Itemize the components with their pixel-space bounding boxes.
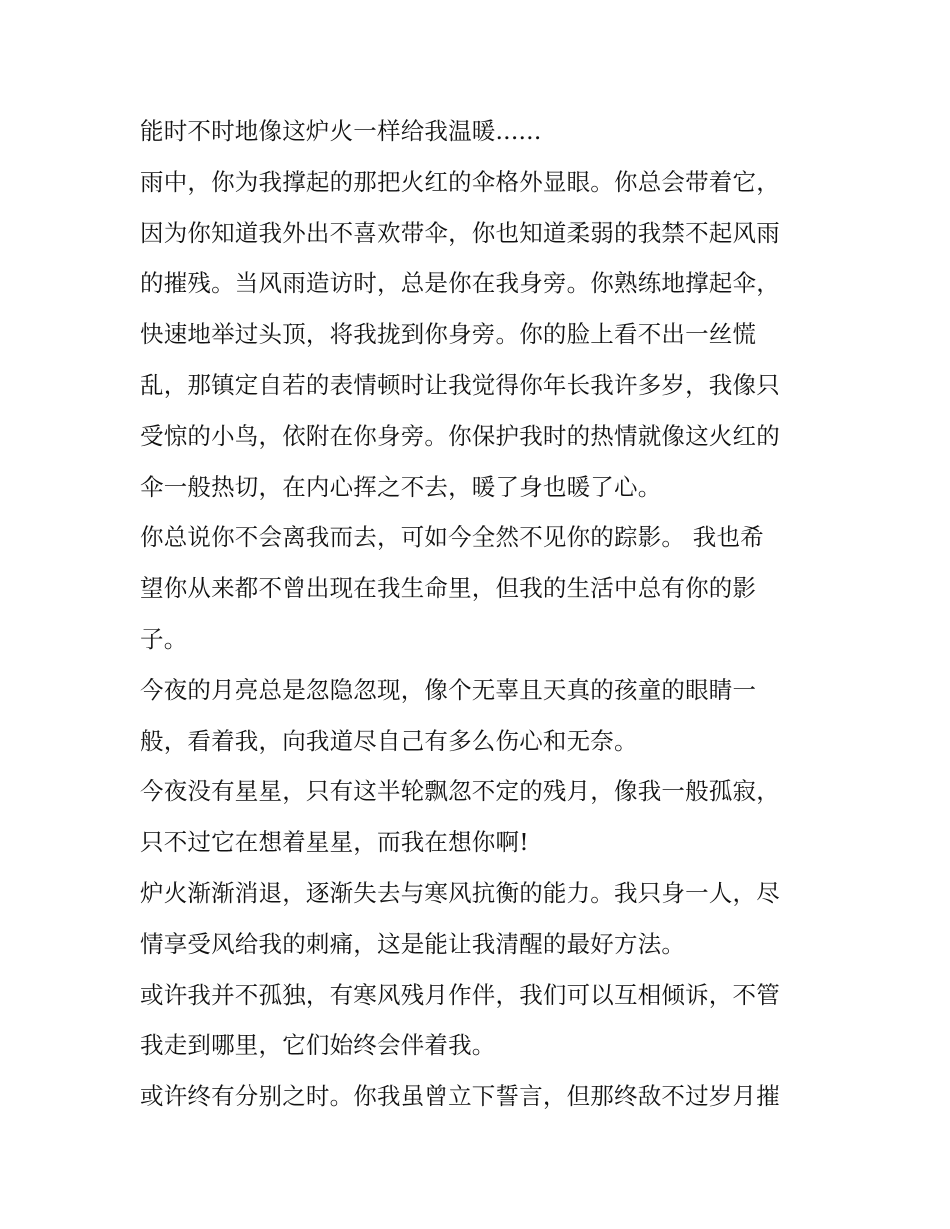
text-line: 子。 bbox=[140, 624, 188, 653]
text-line: 望你从来都不曾出现在我生命里，但我的生活中总有你的影 bbox=[140, 574, 757, 603]
text-line: 情享受风给我的刺痛，这是能让我清醒的最好方法。 bbox=[140, 929, 686, 958]
text-line: 我走到哪里，它们始终会伴着我。 bbox=[140, 1031, 496, 1060]
text-line: 或许我并不孤独，有寒风残月作伴，我们可以互相倾诉，不管 bbox=[140, 980, 780, 1009]
text-line: 雨中，你为我撑起的那把火红的伞格外显眼。你总会带着它， bbox=[140, 167, 780, 196]
text-line: 今夜没有星星，只有这半轮飘忽不定的残月，像我一般孤寂， bbox=[140, 777, 780, 806]
text-line: 能时不时地像这炉火一样给我温暖...... bbox=[140, 117, 542, 145]
text-line: 般，看着我，向我道尽自己有多么伤心和无奈。 bbox=[140, 726, 638, 755]
text-line: 因为你知道我外出不喜欢带伞，你也知道柔弱的我禁不起风雨 bbox=[140, 218, 780, 247]
text-line: 快速地举过头顶，将我拢到你身旁。你的脸上看不出一丝慌 bbox=[140, 320, 757, 349]
text-line: 的摧残。当风雨造访时，总是你在我身旁。你熟练地撑起伞， bbox=[140, 269, 780, 298]
text-line: 今夜的月亮总是忽隐忽现，像个无辜且天真的孩童的眼睛一 bbox=[140, 675, 757, 704]
text-line: 受惊的小鸟，依附在你身旁。你保护我时的热情就像这火红的 bbox=[140, 421, 780, 450]
text-line: 乱，那镇定自若的表情顿时让我觉得你年长我许多岁，我像只 bbox=[140, 370, 780, 399]
text-line: 炉火渐渐消退，逐渐失去与寒风抗衡的能力。我只身一人，尽 bbox=[140, 878, 780, 907]
text-line: 你总说你不会离我而去，可如今全然不见你的踪影。 我也希 bbox=[140, 523, 764, 552]
text-line: 或许终有分别之时。你我虽曾立下誓言，但那终敌不过岁月摧 bbox=[140, 1082, 780, 1111]
text-line: 只不过它在想着星星，而我在想你啊! bbox=[140, 828, 529, 857]
text-line: 伞一般热切，在内心挥之不去，暖了身也暖了心。 bbox=[140, 472, 662, 501]
body-text bbox=[140, 106, 820, 1122]
